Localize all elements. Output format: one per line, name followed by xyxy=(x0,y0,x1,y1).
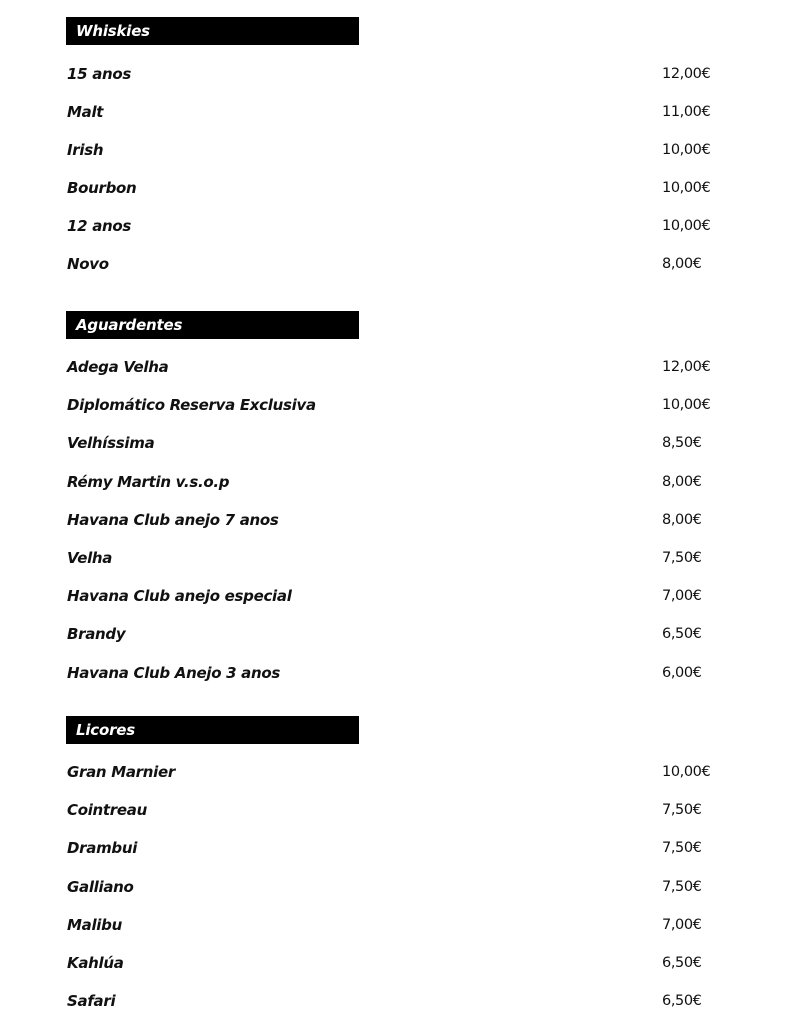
menu-item xyxy=(0,432,805,454)
item-name: Novo xyxy=(67,255,109,273)
menu-item xyxy=(0,139,805,161)
item-price: 12,00€ xyxy=(662,359,711,375)
menu-item xyxy=(0,585,805,607)
menu-item xyxy=(0,761,805,783)
section-title: Aguardentes xyxy=(66,311,359,339)
item-price: 8,50€ xyxy=(662,435,702,451)
menu-item xyxy=(0,662,805,684)
menu-item xyxy=(0,799,805,821)
item-price: 6,50€ xyxy=(662,955,702,971)
menu-item xyxy=(0,253,805,275)
section-title: Whiskies xyxy=(66,17,359,45)
menu-item xyxy=(0,177,805,199)
menu-item xyxy=(0,914,805,936)
menu-item xyxy=(0,547,805,569)
menu-item xyxy=(0,509,805,531)
item-name: Diplomático Reserva Exclusiva xyxy=(67,396,316,414)
menu-item xyxy=(0,837,805,859)
item-name: 12 anos xyxy=(67,217,132,235)
menu-item xyxy=(0,990,805,1012)
item-name: Brandy xyxy=(67,625,126,643)
item-price: 6,50€ xyxy=(662,993,702,1009)
menu-item xyxy=(0,394,805,416)
item-price: 6,50€ xyxy=(662,626,702,642)
menu-item xyxy=(0,471,805,493)
item-name: Rémy Martin v.s.o.p xyxy=(67,473,230,491)
menu-item xyxy=(0,63,805,85)
item-name: Galliano xyxy=(67,878,134,896)
item-price: 12,00€ xyxy=(662,66,711,82)
item-price: 10,00€ xyxy=(662,218,711,234)
item-price: 8,00€ xyxy=(662,256,702,272)
item-price: 7,50€ xyxy=(662,879,702,895)
item-price: 10,00€ xyxy=(662,397,711,413)
item-name: Malt xyxy=(67,103,104,121)
item-name: Kahlúa xyxy=(67,954,124,972)
item-name: 15 anos xyxy=(67,65,132,83)
item-name: Bourbon xyxy=(67,179,137,197)
item-name: Cointreau xyxy=(67,801,147,819)
item-name: Velha xyxy=(67,549,113,567)
item-price: 8,00€ xyxy=(662,474,702,490)
item-price: 10,00€ xyxy=(662,180,711,196)
item-price: 7,50€ xyxy=(662,550,702,566)
menu-item xyxy=(0,876,805,898)
item-price: 11,00€ xyxy=(662,104,711,120)
item-price: 7,50€ xyxy=(662,802,702,818)
item-price: 7,50€ xyxy=(662,840,702,856)
item-name: Havana Club Anejo 3 anos xyxy=(67,664,281,682)
menu-item xyxy=(0,356,805,378)
item-price: 8,00€ xyxy=(662,512,702,528)
item-name: Velhíssima xyxy=(67,434,155,452)
menu-item xyxy=(0,101,805,123)
menu-item xyxy=(0,623,805,645)
item-price: 10,00€ xyxy=(662,142,711,158)
item-price: 6,00€ xyxy=(662,665,702,681)
menu-item xyxy=(0,952,805,974)
menu-item xyxy=(0,215,805,237)
item-price: 7,00€ xyxy=(662,917,702,933)
section-title: Licores xyxy=(66,716,359,744)
item-price: 10,00€ xyxy=(662,764,711,780)
item-name: Havana Club anejo especial xyxy=(67,587,292,605)
item-name: Safari xyxy=(67,992,116,1010)
item-name: Drambui xyxy=(67,839,138,857)
item-name: Malibu xyxy=(67,916,122,934)
item-name: Havana Club anejo 7 anos xyxy=(67,511,279,529)
item-name: Irish xyxy=(67,141,104,159)
item-name: Adega Velha xyxy=(67,358,169,376)
item-name: Gran Marnier xyxy=(67,763,175,781)
item-price: 7,00€ xyxy=(662,588,702,604)
